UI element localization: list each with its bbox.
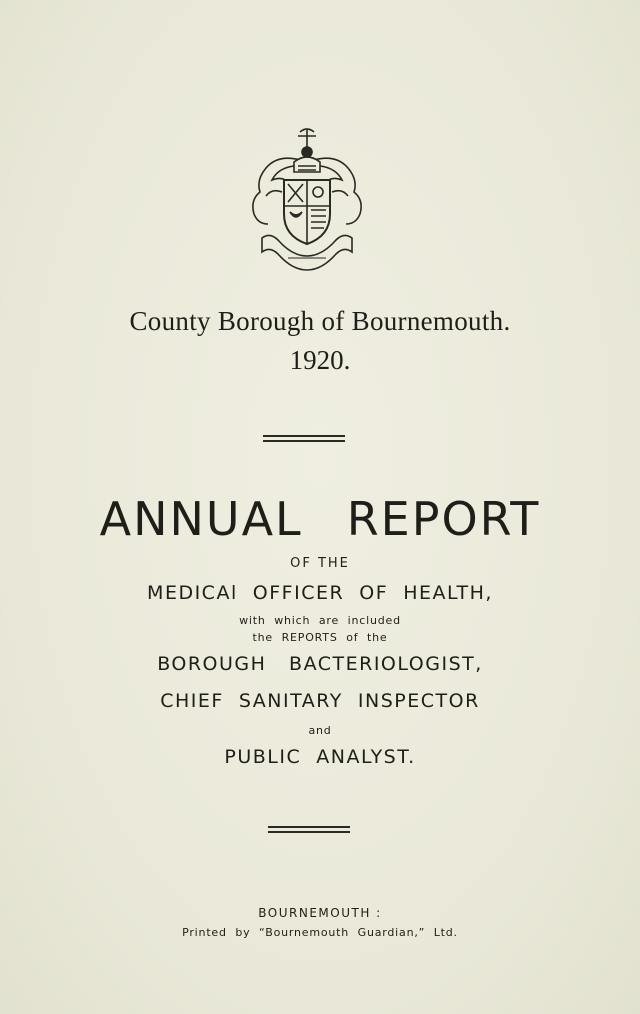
coat-of-arms-icon xyxy=(248,126,366,272)
bacteriologist-heading: BOROUGH BACTERIOLOGIST, xyxy=(157,653,483,675)
borough-heading: County Borough of Bournemouth. xyxy=(129,306,511,336)
sanitary-inspector-heading: CHIEF SANITARY INSPECTOR xyxy=(160,690,480,712)
divider-lower-bottom xyxy=(268,831,350,833)
imprint-printer: Printed by “Bournemouth Guardian,” Ltd. xyxy=(182,926,458,939)
divider-upper-top xyxy=(263,435,345,437)
reports-note: the REPORTS of the xyxy=(252,631,388,644)
and-text: and xyxy=(308,724,332,737)
main-title xyxy=(0,492,640,546)
title-word-annual: ANNUAL xyxy=(99,492,303,546)
report-year: 1920. xyxy=(289,345,351,375)
public-analyst-heading: PUBLIC ANALYST. xyxy=(224,746,416,768)
divider-lower-top xyxy=(268,826,350,828)
title-word-report: REPORT xyxy=(346,492,541,546)
of-the-text: OF THE xyxy=(290,556,350,571)
imprint-place: BOURNEMOUTH : xyxy=(258,906,382,920)
included-note: with which are included xyxy=(239,614,401,627)
divider-upper-bottom xyxy=(263,440,345,442)
medical-officer-heading: MEDICAl OFFICER OF HEALTH, xyxy=(147,582,493,604)
